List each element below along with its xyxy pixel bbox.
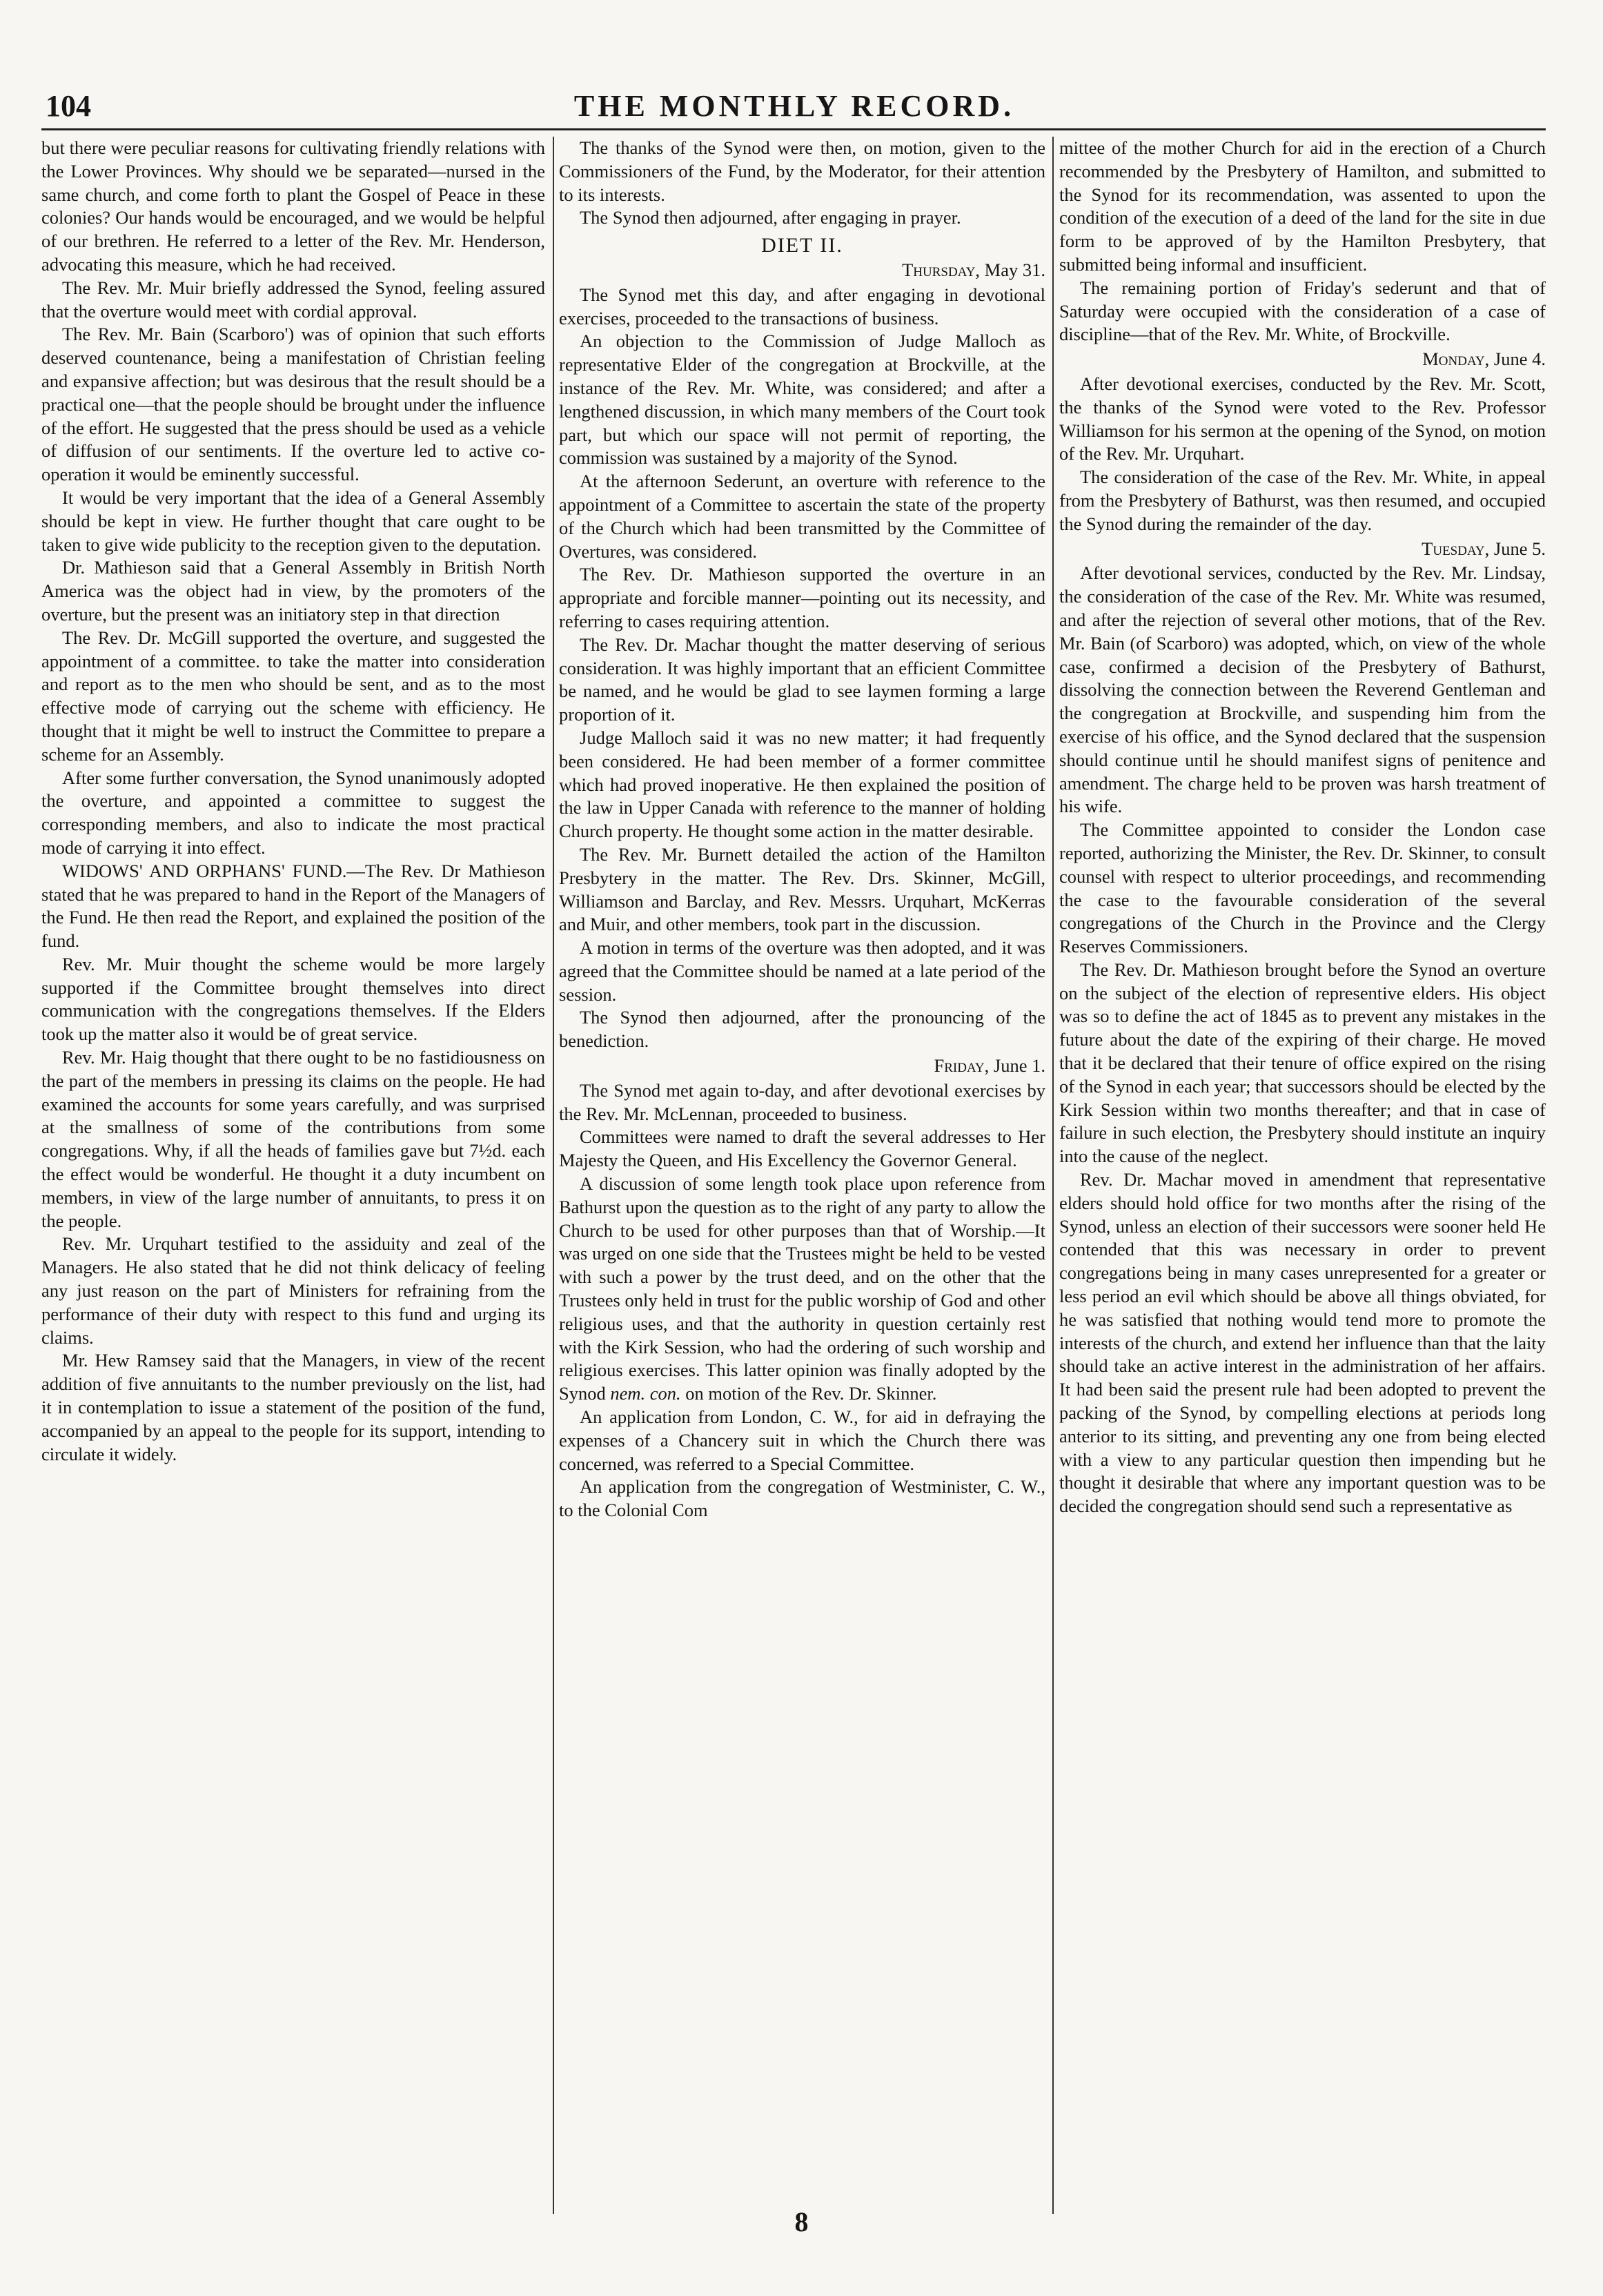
section-heading: DIET II. [761, 234, 843, 257]
paragraph: It would be very important that the idea of a General Assembly should be kept in view. He further thought that care ought to be taken to give wide publicity to the reception given to the deputation. [41, 487, 545, 555]
paragraph: Mr. Hew Ramsey said that the Managers, in view of the recent addition of five annuitants to the number previously on the list, had it in contemplation to issue a statement of the position of the fund, accompanied by an appeal to the people for its support, intending to circulate it widely. [41, 1350, 545, 1464]
paragraph: but there were peculiar reasons for cultivating friendly relations with the Lower Provinces. Why should we be separated—nursed in the same church, and come forth to plant the Gospel of Peace in these colonies? Our hands would be encouraged, and we would be helpful of our brethren. He referred to a letter of the Rev. Mr. Henderson, advocating this measure, which he had received. [41, 137, 545, 275]
date-day: Thursday, [902, 259, 981, 280]
page-header [46, 88, 1543, 130]
paragraph: The thanks of the Synod were then, on motion, given to the Commissioners of the Fund, by the Moderator, for their attention to its interests. [559, 137, 1045, 205]
paragraph: Dr. Mathieson said that a General Assembly in British North America was the object had in view, by the promoters of the overture, but the present was an initiatory step in that direction [41, 557, 545, 625]
paragraph: The Rev. Dr. Mathieson brought before the Synod an overture on the subject of the election of representive elders. His object was so to define the act of 1845 as to prevent any mistakes in the future about the date of the expiring of their charge. He moved that it be declared that their tenure of office expired on the rising of the Synod in each year; that successors should be elected by the Kirk Session within two months thereafter; and that in case of failure in such election, the Presbytery should institute an inquiry into the cause of the neglect. [1059, 959, 1546, 1167]
paragraph: The Synod met this day, and after engaging in devotional exercises, proceeded to the transactions of business. [559, 284, 1045, 328]
page-number: 104 [46, 89, 91, 123]
paragraph: After some further conversation, the Synod unanimously adopted the overture, and appointed a committee to suggest the corresponding members, and also to indicate the most practical mode of carrying it into effect. [41, 767, 545, 858]
paragraph: The Rev. Dr. McGill supported the overture, and suggested the appointment of a committee. to take the matter into consideration and report as to the men who should be sent, and as to the most effective mode of carrying out the scheme with efficiency. He thought that it might be well to instruct the Committee to prepare a scheme for an Assembly. [41, 627, 545, 765]
date-text: May 31. [984, 259, 1045, 280]
paragraph: The Rev. Dr. Machar thought the matter deserving of serious consideration. It was highly important that an efficient Committee be named, and he would be glad to see laymen forming a large proportion of it. [559, 634, 1045, 725]
paragraph: An application from London, C. W., for aid in defraying the expenses of a Chancery suit in which the Church there was concerned, was referred to a Special Committee. [559, 1406, 1045, 1474]
column-1 [41, 137, 545, 2228]
paragraph: The Rev. Mr. Muir briefly addressed the Synod, feeling assured that the overture would meet with cordial approval. [41, 277, 545, 322]
date-text: June 5. [1493, 538, 1546, 559]
column-2 [559, 137, 1045, 2228]
column-divider [1052, 137, 1054, 2214]
paragraph: An application from the congregation of Westminister, C. W., to the Colonial Com [559, 1476, 1045, 1521]
date-day: Tuesday, [1422, 538, 1490, 559]
paragraph: Rev. Mr. Urquhart testified to the assiduity and zeal of the Managers. He also stated that he did not think delicacy of feeling any just reason on the part of Ministers for refraining from the performance of their duty with respect to this fund and urging its claims. [41, 1233, 545, 1348]
paragraph: The consideration of the case of the Rev. Mr. White, in appeal from the Presbytery of Bathurst, was then resumed, and occupied the Synod during the remainder of the day. [1059, 467, 1546, 534]
paragraph: WIDOWS' AND ORPHANS' FUND.—The Rev. Dr Mathieson stated that he was prepared to hand in the Report of the Managers of the Fund. He then read the Report, and explained the position of the fund. [41, 860, 545, 952]
paragraph: mittee of the mother Church for aid in the erection of a Church recommended by the Presbytery of Hamilton, and submitted to the Synod for its recommendation, was assented to upon the condition of the execution of a deed of the land for the site in due form to be approved of by the Hamilton Presbytery, that submitted being informal and insufficient. [1059, 137, 1546, 275]
date-heading [559, 259, 1045, 282]
paragraph: The Synod then adjourned, after engaging in prayer. [580, 207, 961, 228]
paragraph: Rev. Mr. Muir thought the scheme would be more largely supported if the Committee brought themselves into direct communication with the congregations themselves. If the Elders took up the matter also it would be of great service. [41, 953, 545, 1045]
latin-phrase: nem. con. [610, 1383, 681, 1404]
paragraph: Rev. Mr. Haig thought that there ought to be no fastidiousness on the part of the members in pressing its claims on the people. He had examined the accounts for some years carefully, and was surprised at the smallness of some of the contributions from some congregations. Why, if all the heads of families gave but 7½d. each the effect would be wonderful. He thought it a duty incumbent on members, in view of the large number of annuitants, to press it on the people. [41, 1047, 545, 1231]
paragraph: At the afternoon Sederunt, an overture with reference to the appointment of a Committee to ascertain the state of the property of the Church which had been transmitted by the Committee of Overtures, was considered. [559, 471, 1045, 562]
paragraph: The Rev. Mr. Bain (Scarboro') was of opinion that such efforts deserved countenance, being a manifestation of Christian feeling and expansive affection; but was desirous that the result should be a practical one—that the people should be brought under the influence of the effort. He suggested that the press should be used as a vehicle of diffusion of our sentiments. If the overture led to active co-operation it would be eminently successful. [41, 324, 545, 485]
paragraph-text: on motion of the Rev. Dr. Skinner. [685, 1383, 937, 1404]
date-heading [1059, 538, 1546, 561]
paragraph: The Rev. Dr. Mathieson supported the overture in an appropriate and forcible manner—pointing out its necessity, and referring to cases requiring attention. [559, 564, 1045, 631]
date-day: Monday, [1422, 349, 1490, 370]
paragraph: The remaining portion of Friday's sederunt and that of Saturday were occupied with the consideration of a case of discipline—that of the Rev. Mr. White, of Brockville. [1059, 277, 1546, 345]
paragraph: The Synod met again to-day, and after devotional exercises by the Rev. Mr. McLennan, proceeded to business. [559, 1079, 1045, 1124]
date-heading [559, 1054, 1045, 1078]
header-rule [41, 128, 1546, 130]
paragraph: A motion in terms of the overture was then adopted, and it was agreed that the Committee should be named at a late period of the session. [559, 937, 1045, 1005]
column-3 [1059, 137, 1546, 2228]
paragraph: Judge Malloch said it was no new matter; it had frequently been considered. He had been member of a former committee which had proved inoperative. He then explained the position of the law in Upper Canada with reference to the manner of holding Church property. He thought some action in the matter desirable. [559, 727, 1045, 842]
paragraph: The Committee appointed to consider the London case reported, authorizing the Minister, the Rev. Dr. Skinner, to consult counsel with respect to ulterior proceedings, and recommending the case to the favourable consideration of the several congregations of the Church in the Province and the Clergy Reserves Commissioners. [1059, 819, 1546, 957]
signature-mark: 8 [794, 2206, 809, 2237]
date-day: Friday, [934, 1055, 990, 1077]
paragraph: The Synod then adjourned, after the pronouncing of the benediction. [559, 1007, 1045, 1052]
paragraph [559, 1172, 1045, 1406]
paragraph: Rev. Dr. Machar moved in amendment that representative elders should hold office for two months after the rising of the Synod, unless an election of their successors were sooner held He contended that this was necessary in order to prevent congregations being in many cases unrepresented for a greater or less period an evil which should be above all things obviated, for he was satisfied that nothing would tend more to promote the interests of the church, and extend her influence than that the laity should take an active interest in the administration of her affairs. It had been said the present rule had been adopted to prevent the packing of the Synod, by compelling elections at periods long anterior to its sitting, and preventing any one from being elected with a view to any particular question then impending but he thought it desirable that where any important question was to be decided the congregation should send such a representative as [1059, 1169, 1546, 1517]
running-title: THE MONTHLY RECORD. [573, 89, 1015, 123]
paragraph: The Rev. Mr. Burnett detailed the action of the Hamilton Presbytery in the matter. The Rev. Drs. Skinner, McGill, Williamson and Barclay, and Rev. Messrs. Urquhart, McKerras and Muir, and other members, took part in the discussion. [559, 843, 1045, 935]
column-divider [553, 137, 554, 2214]
paragraph: After devotional exercises, conducted by the Rev. Mr. Scott, the thanks of the Synod were voted to the Rev. Professor Williamson for his sermon at the opening of the Synod, on motion of the Rev. Mr. Urquhart. [1059, 373, 1546, 464]
paragraph-text: A discussion of some length took place upon reference from Bathurst upon the question as to the right of any party to allow the Church to be used for other purposes than that of Worship.—It was urged on one side that the Trustees might be held to be vested with such a power by the trust deed, and on the other that the Trustees only held in trust for the public worship of God and other religious uses, and that the authority in question certainly rest with the Kirk Session, who had the ordering of such worship and religious exercises. This latter opinion was finally adopted by the Synod [559, 1173, 1045, 1404]
paragraph: An objection to the Commission of Judge Malloch as representative Elder of the congregation at Brockville, at the instance of the Rev. Mr. White, was considered; and after a lengthened discussion, in which many members of the Court took part, but which our space will not permit of reporting, the commission was sustained by a majority of the Synod. [559, 331, 1045, 469]
paragraph: After devotional services, conducted by the Rev. Mr. Lindsay, the consideration of the case of the Rev. Mr. White was resumed, and after the rejection of several other motions, that of the Rev. Mr. Bain (of Scarboro) was adopted, which, on view of the whole case, confirmed a decision of the Presbytery of Bathurst, dissolving the connection between the Reverend Gentleman and the congregation at Brockville, and suspending him from the exercise of his office, and the Synod declared that the suspension should continue until he should manifest signs of penitence and amendment. The charge held to be proven was harsh treatment of his wife. [1059, 562, 1546, 817]
paragraph: Committees were named to draft the several addresses to Her Majesty the Queen, and His Excellency the Governor General. [559, 1126, 1045, 1171]
date-text: June 1. [993, 1055, 1045, 1077]
date-text: June 4. [1493, 349, 1546, 370]
date-heading [1059, 348, 1546, 371]
